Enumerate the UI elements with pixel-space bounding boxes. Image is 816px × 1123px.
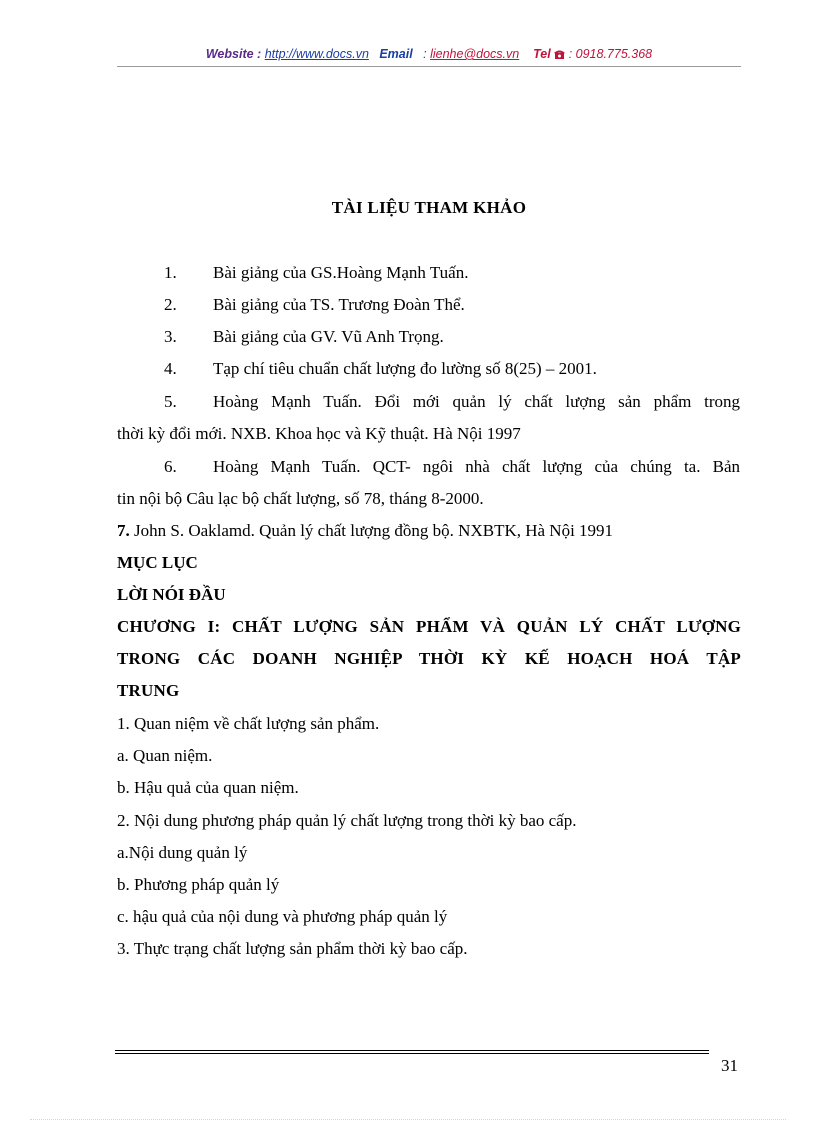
website-link[interactable]: http://www.docs.vn — [264, 47, 369, 61]
reference-line-1 — [117, 451, 740, 483]
reference-item — [117, 321, 740, 353]
reference-number: 1. — [164, 263, 177, 282]
page-edge — [30, 1119, 786, 1120]
toc-heading: MỤC LỤC — [117, 553, 198, 572]
page-title: TÀI LIỆU THAM KHẢO — [331, 198, 527, 217]
reference-text: Hoàng Mạnh Tuấn. QCT- ngôi nhà chất lượng của chúng ta. Bản — [213, 457, 740, 476]
reference-text-continued: tin nội bộ Câu lạc bộ chất lượng, số 78, tháng 8-2000. — [117, 489, 484, 508]
toc-item: b. Phương pháp quản lý — [117, 875, 280, 894]
reference-text-continued: thời kỳ đổi mới. NXB. Khoa học và Kỹ thuật. Hà Nội 1997 — [117, 424, 521, 443]
reference-item — [117, 451, 740, 515]
reference-item — [117, 386, 740, 450]
email-link[interactable]: lienhe@docs.vn — [430, 47, 520, 61]
tel-label: Tel — [533, 47, 551, 61]
reference-text: Bài giảng của GV. Vũ Anh Trọng. — [213, 327, 444, 346]
footer-divider — [115, 1053, 709, 1054]
phone-icon — [554, 49, 565, 59]
toc-item: a. Quan niệm. — [117, 746, 213, 765]
page-number: 31 — [721, 1056, 738, 1075]
toc-item: 1. Quan niệm về chất lượng sản phẩm. — [117, 714, 380, 733]
chapter-line: TRUNG — [117, 681, 180, 700]
reference-text: Bài giảng của TS. Trương Đoàn Thể. — [213, 295, 465, 314]
toc-item: 3. Thực trạng chất lượng sản phẩm thời kỳ bao cấp. — [117, 939, 468, 958]
reference-number: 7. — [117, 521, 130, 540]
reference-number: 6. — [164, 457, 177, 476]
toc-item: a.Nội dung quản lý — [117, 843, 248, 862]
toc-item: b. Hậu quả của quan niệm. — [117, 778, 299, 797]
reference-item — [117, 257, 740, 289]
reference-text: Hoàng Mạnh Tuấn. Đổi mới quản lý chất lượng sản phẩm trong — [213, 392, 740, 411]
footer-divider — [115, 1050, 709, 1051]
reference-item — [117, 289, 740, 321]
reference-text: John S. Oaklamd. Quản lý chất lượng đồng bộ. NXBTK, Hà Nội 1991 — [134, 521, 614, 540]
toc-preface: LỜI NÓI ĐẦU — [117, 585, 226, 604]
chapter-line: CHƯƠNG I: CHẤT LƯỢNG SẢN PHẨM VÀ QUẢN LÝ CHẤT LƯỢNG — [117, 617, 741, 636]
toc-item: c. hậu quả của nội dung và phương pháp quản lý — [117, 907, 448, 926]
toc-item: 2. Nội dung phương pháp quản lý chất lượng trong thời kỳ bao cấp. — [117, 811, 577, 830]
email-label: Email — [379, 47, 413, 61]
reference-number: 3. — [164, 327, 177, 346]
reference-line-1 — [117, 386, 740, 418]
reference-item — [117, 515, 740, 547]
reference-number: 5. — [164, 392, 177, 411]
reference-item — [117, 353, 740, 385]
chapter-line: TRONG CÁC DOANH NGHIỆP THỜI KỲ KẾ HOẠCH HOÁ TẬP — [117, 649, 741, 668]
website-label: Website : — [205, 47, 262, 61]
email-separator: : — [423, 47, 427, 61]
toc-chapter — [117, 611, 741, 707]
tel-value: : 0918.775.368 — [568, 47, 653, 61]
page-header — [117, 47, 741, 61]
reference-text: Tạp chí tiêu chuẩn chất lượng đo lường số 8(25) – 2001. — [213, 359, 597, 378]
reference-text: Bài giảng của GS.Hoàng Mạnh Tuấn. — [213, 263, 469, 282]
header-divider — [117, 66, 741, 67]
reference-number: 4. — [164, 359, 177, 378]
reference-number: 2. — [164, 295, 177, 314]
